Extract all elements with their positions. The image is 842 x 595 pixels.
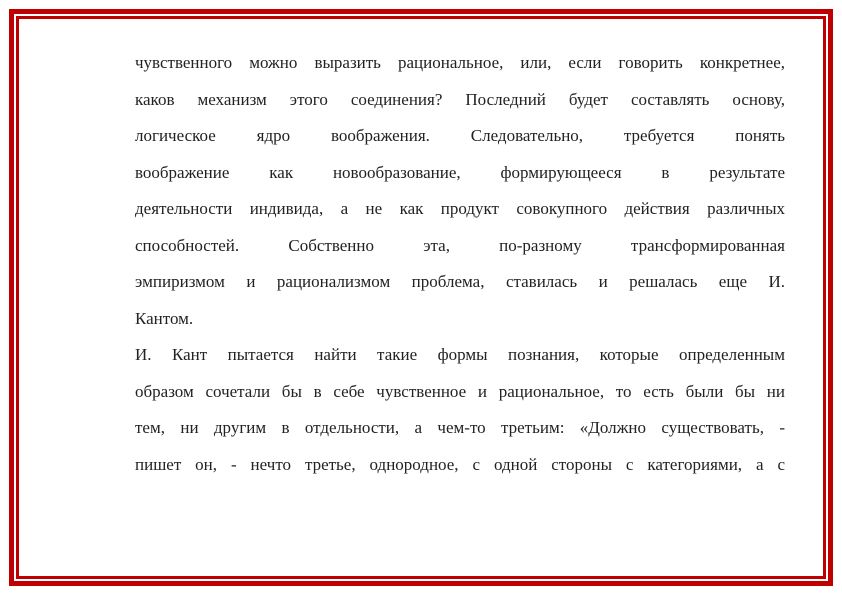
slide-text — [135, 45, 785, 483]
text-line: логическое ядро воображения. Следовательно, требуется понять — [135, 126, 785, 145]
text-line: деятельности индивида, а не как продукт совокупного действия различных — [135, 199, 785, 218]
text-line: воображение как новообразование, формирующееся в результате — [135, 162, 785, 182]
text-line: каков механизм этого соединения? Последний будет составлять основу, — [135, 89, 785, 109]
text-line: тем, ни другим в отдельности, а чем-то третьим: «Должно существовать, - — [135, 418, 785, 437]
text-line: Кантом. — [135, 308, 194, 328]
text-line: чувственного можно выразить рациональное, или, если говорить конкретнее, — [135, 53, 785, 72]
text-line: образом сочетали бы в себе чувственное и рациональное, то есть были бы ни — [135, 381, 785, 401]
text-line: способностей. Собственно эта, по-разному трансформированная — [135, 235, 785, 255]
text-line: эмпиризмом и рационализмом проблема, ставилась и решалась еще И. — [135, 272, 785, 291]
paragraph-1 — [135, 45, 785, 337]
paragraph-2 — [135, 337, 785, 483]
text-line: пишет он, - нечто третье, однородное, с одной стороны с категориями, а с — [135, 454, 785, 474]
text-line: И. Кант пытается найти такие формы познания, которые определенным — [135, 345, 785, 364]
